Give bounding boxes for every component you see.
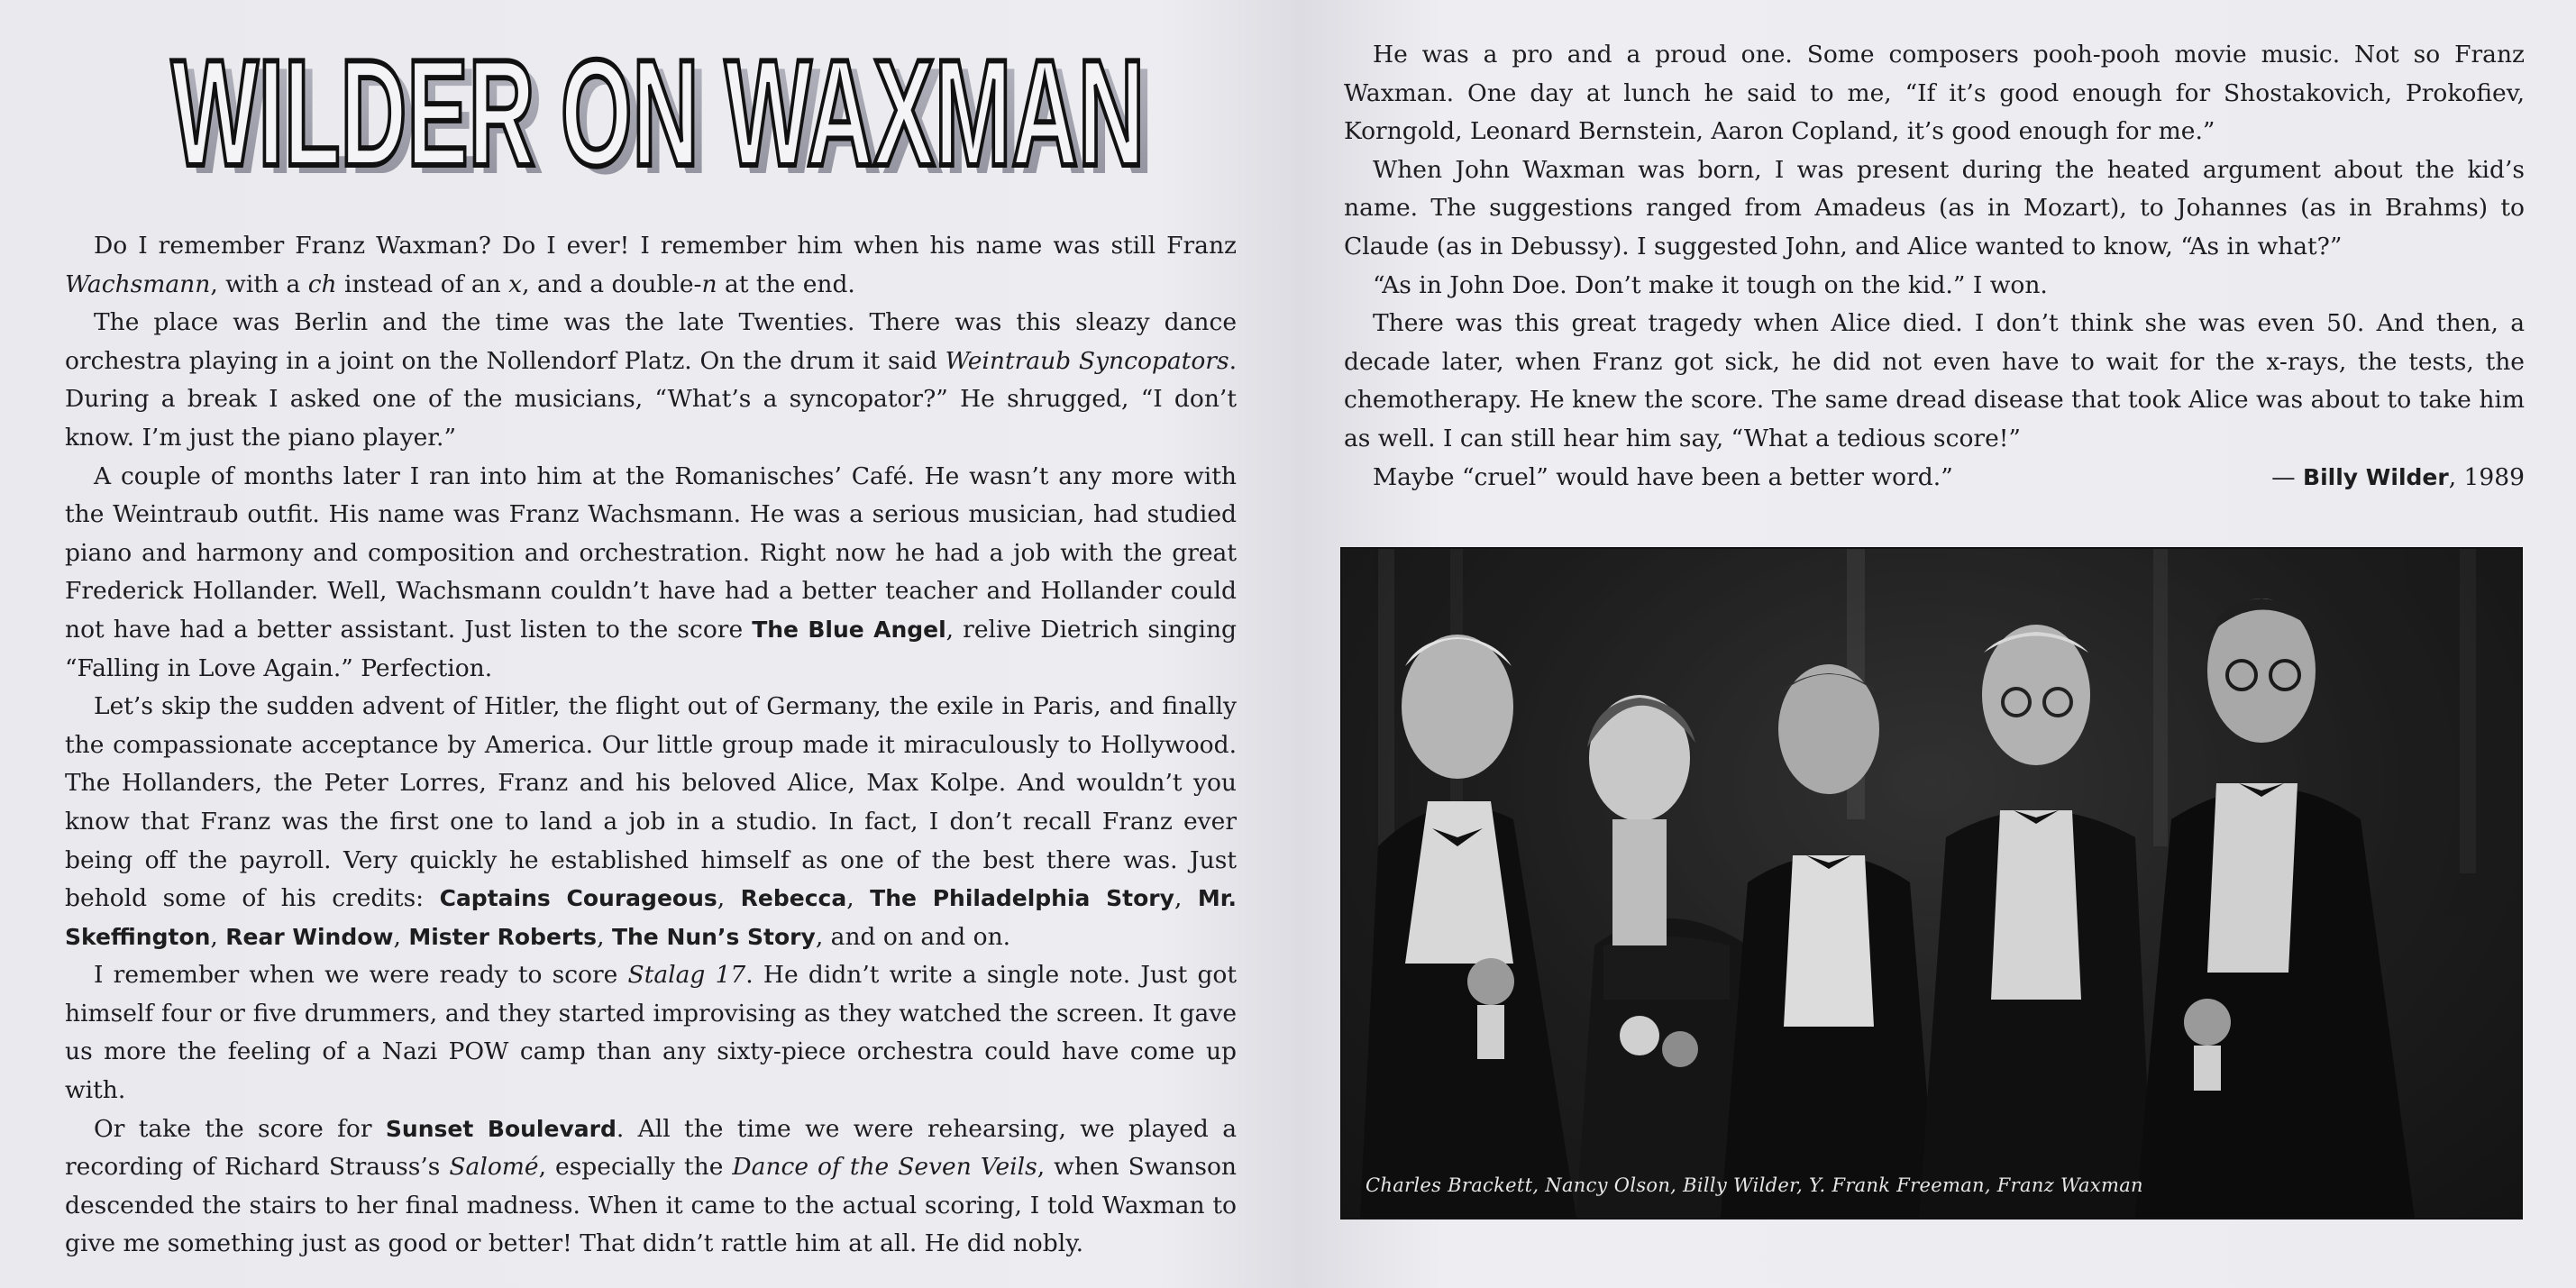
right-page bbox=[1288, 0, 2576, 1288]
title-shadow: WILDER ON WAXMAN bbox=[180, 36, 1154, 187]
paragraph-6: Or take the score for Sunset Boulevard. All the time we were rehearsing, we played a recording of Richard Strauss’s Salomé, especially the Dance of the Seven Veils, when Swanson descended the stairs to her final madness. When it came to the actual scoring, I told Waxman to give me something just as good or better! That didn’t rattle him at all. He did nobly. bbox=[65, 1114, 1238, 1258]
paragraph-8: When John Waxman was born, I was present during the heated argument about the kid’s name. The suggestions ranged from Amadeus (as in Mozart), to Johannes (as in Brahms) to Claude (as in Debussy). I suggested John, and Alice wanted to know, “As in what?” bbox=[1344, 155, 2525, 260]
photo-caption: Charles Brackett, Nancy Olson, Billy Wilder, Y. Frank Freeman, Franz Waxman bbox=[1366, 1174, 2143, 1196]
signature: — Billy Wilder, 1989 bbox=[2271, 462, 2525, 491]
paragraph-7: He was a pro and a proud one. Some composers pooh-pooh movie music. Not so Franz Waxman. One day at lunch he said to me, “If it’s good enough for Shostakovich, Prokofiev, Korngold, Leonard Bernstein, Aaron Copland, it’s good enough for me.” bbox=[1344, 41, 2525, 146]
title-text: WILDER ON WAXMAN bbox=[171, 28, 1145, 187]
paragraph-11: Maybe “cruel” would have been a better word.” bbox=[1373, 462, 1953, 491]
group-photo bbox=[1340, 547, 2523, 1219]
paragraph-10: There was this great tragedy when Alice died. I don’t think she was even 50. And then, a decade later, when Franz got sick, he did not even have to wait for the x-rays, the tests, the chemotherapy. He knew the score. The same dread disease that took Alice was about to take him as well. I can still hear him say, “What a tedious score!” bbox=[1344, 309, 2525, 452]
paragraph-3: A couple of months later I ran into him at the Romanisches’ Café. He wasn’t any more with the Weintraub outfit. His name was Franz Wachsmann. He was a serious musician, had studied piano and harmony and composition and orchestration. Right now he had a job with the great Frederick Hollander. Well, Wachsmann couldn’t have had a better teacher and Hollander could not have had a better assistant. Just listen to the score The Blue Angel, relive Dietrich singing “Falling in Love Again.” Perfection. bbox=[65, 461, 1237, 682]
paragraph-9: “As in John Doe. Don’t make it tough on the kid.” I won. bbox=[1373, 270, 2048, 299]
paragraph-4: Let’s skip the sudden advent of Hitler, the flight out of Germany, the exile in Paris, and finally the compassionate acceptance by America. Our little group made it miraculously to Hollywood. The Hollanders, the Peter Lorres, Franz and his beloved Alice, Max Kolpe. And wouldn’t you know that Franz was the first one to land a job in a studio. In fact, I don’t recall Franz ever being off the payroll. Very quickly he established himself as one of the best there was. Just behold some of his credits: Captains Courageous, Rebecca, The Philadelphia Story, Mr. Skeffington, Rear Window, Mister Roberts, The Nun’s Story, and on and on. bbox=[65, 692, 1237, 951]
page-title bbox=[162, 25, 1154, 187]
paragraph-1: Do I remember Franz Waxman? Do I ever! I remember him when his name was still Franz Wachsmann, with a ch instead of an x, and a double-n at the end. bbox=[65, 232, 1237, 298]
paragraph-2: The place was Berlin and the time was the late Twenties. There was this sleazy dance orchestra playing in a joint on the Nollendorf Platz. On the drum it said Weintraub Syncopators. During a break I asked one of the musicians, “What’s a syncopator?” He shrugged, “I don’t know. I’m just the piano player.” bbox=[65, 308, 1237, 452]
closing-line bbox=[1344, 459, 2525, 498]
right-column-text bbox=[1344, 36, 2525, 497]
photo-illustration bbox=[1342, 549, 2521, 1218]
paragraph-5: I remember when we were ready to score Stalag 17. He didn’t write a single note. Just got himself four or five drummers, and they started improvising as they watched the screen. It gave us more the feeling of a Nazi POW camp than any sixty-piece orchestra could have come up with. bbox=[65, 961, 1238, 1105]
left-column-text bbox=[65, 227, 1237, 1264]
